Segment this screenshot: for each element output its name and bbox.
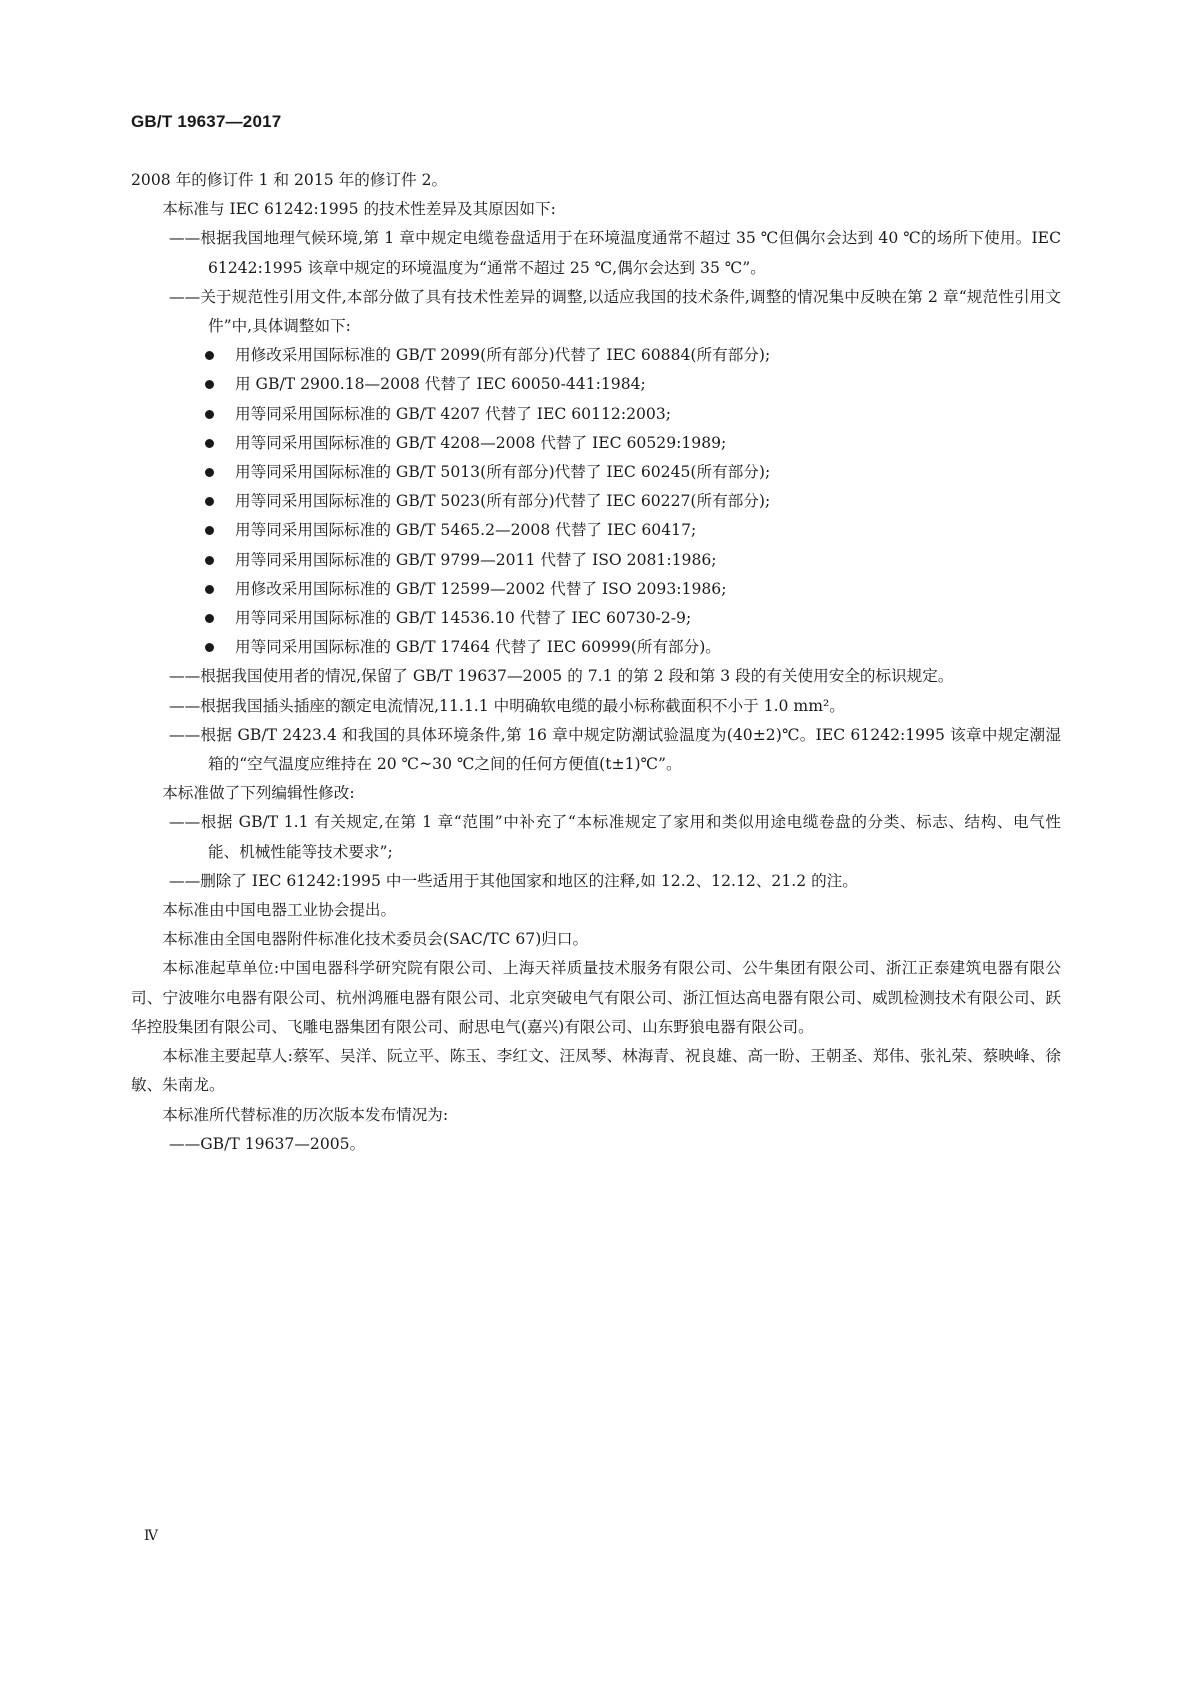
bullet-icon xyxy=(205,468,214,477)
bullet-item xyxy=(131,575,1061,604)
body-text xyxy=(131,166,1061,1159)
dash-list-item: ——删除了 IEC 61242:1995 中一些适用于其他国家和地区的注释,如 12.2、12.12、21.2 的注。 xyxy=(169,871,858,890)
bullet-icon xyxy=(205,556,214,565)
bullet-text: 用等同采用国际标准的 GB/T 14536.10 代替了 IEC 60730-2-9; xyxy=(235,609,692,628)
paragraph: 2008 年的修订件 1 和 2015 年的修订件 2。 xyxy=(131,171,448,189)
bullet-text: 用等同采用国际标准的 GB/T 17464 代替了 IEC 60999(所有部分)。 xyxy=(235,638,721,657)
bullet-item xyxy=(131,458,1061,487)
bullet-item xyxy=(131,633,1061,662)
paragraph: 本标准所代替标准的历次版本发布情况为: xyxy=(162,1105,449,1124)
bullet-text: 用等同采用国际标准的 GB/T 5023(所有部分)代替了 IEC 60227(所有部分); xyxy=(235,492,771,511)
bullet-icon xyxy=(205,643,214,652)
bullet-item xyxy=(131,604,1061,633)
bullet-text: 用等同采用国际标准的 GB/T 4207 代替了 IEC 60112:2003; xyxy=(235,404,672,423)
bullet-icon xyxy=(205,585,214,594)
paragraph: 本标准由全国电器附件标准化技术委员会(SAC/TC 67)归口。 xyxy=(162,930,589,949)
bullet-icon xyxy=(205,351,214,360)
dash-list-item: ——关于规范性引用文件,本部分做了具有技术性差异的调整,以适应我国的技术条件,调整的情况集中反映在第 2 章“规范性引用文件”中,具体调整如下: xyxy=(169,287,1061,336)
bullet-icon xyxy=(205,614,214,623)
bullet-item xyxy=(131,516,1061,545)
dash-list-item: ——根据 GB/T 2423.4 和我国的具体环境条件,第 16 章中规定防潮试验温度为(40±2)℃。IEC 61242:1995 该章中规定潮湿箱的“空气温度应维持在 20 ℃~30 ℃之间的任何方便值(t±1)℃”。 xyxy=(169,725,1061,774)
bullet-text: 用修改采用国际标准的 GB/T 12599—2002 代替了 ISO 2093:1986; xyxy=(235,579,727,598)
bullet-text: 用等同采用国际标准的 GB/T 5465.2—2008 代替了 IEC 60417; xyxy=(235,521,697,540)
bullet-text: 用 GB/T 2900.18—2008 代替了 IEC 60050-441:1984; xyxy=(235,375,646,394)
bullet-text: 用修改采用国际标准的 GB/T 2099(所有部分)代替了 IEC 60884(所有部分); xyxy=(235,346,771,365)
paragraph: 本标准主要起草人:蔡军、吴洋、阮立平、陈玉、李红文、汪凤琴、林海青、祝良雄、高一盼、王朝圣、郑伟、张礼荣、蔡映峰、徐敏、朱南龙。 xyxy=(131,1047,1061,1095)
bullet-icon xyxy=(205,410,214,419)
bullet-icon xyxy=(205,380,214,389)
paragraph: 本标准与 IEC 61242:1995 的技术性差异及其原因如下: xyxy=(162,200,556,219)
dash-list-item: ——GB/T 19637—2005。 xyxy=(169,1134,366,1153)
standard-code-header: GB/T 19637—2017 xyxy=(131,112,282,131)
bullet-item xyxy=(131,546,1061,575)
bullet-item xyxy=(131,341,1061,370)
page-number: Ⅳ xyxy=(144,1528,158,1544)
paragraph: 本标准做了下列编辑性修改: xyxy=(162,784,355,803)
dash-list-item: ——根据我国插头插座的额定电流情况,11.1.1 中明确软电缆的最小标称截面积不小于 1.0 mm²。 xyxy=(169,696,845,715)
bullet-item xyxy=(131,487,1061,516)
bullet-text: 用等同采用国际标准的 GB/T 9799—2011 代替了 ISO 2081:1986; xyxy=(235,550,717,569)
bullet-icon xyxy=(205,439,214,448)
bullet-text: 用等同采用国际标准的 GB/T 4208—2008 代替了 IEC 60529:1989; xyxy=(235,433,727,452)
dash-list-item: ——根据我国地理气候环境,第 1 章中规定电缆卷盘适用于在环境温度通常不超过 35 ℃但偶尔会达到 40 ℃的场所下使用。IEC 61242:1995 该章中规定的环境温度为“通常不超过 25 ℃,偶尔会达到 35 ℃”。 xyxy=(169,229,1061,277)
bullet-icon xyxy=(205,526,214,535)
paragraph: 本标准由中国电器工业协会提出。 xyxy=(162,901,397,920)
paragraph: 本标准起草单位:中国电器科学研究院有限公司、上海天祥质量技术服务有限公司、公牛集团有限公司、浙江正泰建筑电器有限公司、宁波唯尔电器有限公司、杭州鸿雁电器有限公司、北京突破电气有限公司、浙江恒达高电器有限公司、威凯检测技术有限公司、跃华控股集团有限公司、飞雕电器集团有限公司、耐思电气(嘉兴)有限公司、山东野狼电器有限公司。 xyxy=(131,959,1061,1036)
bullet-text: 用等同采用国际标准的 GB/T 5013(所有部分)代替了 IEC 60245(所有部分); xyxy=(235,463,771,482)
bullet-item xyxy=(131,429,1061,458)
bullet-item xyxy=(131,370,1061,399)
bullet-item xyxy=(131,400,1061,429)
bullet-icon xyxy=(205,497,214,506)
dash-list-item: ——根据我国使用者的情况,保留了 GB/T 19637—2005 的 7.1 的第 2 段和第 3 段的有关使用安全的标识规定。 xyxy=(169,667,954,686)
dash-list-item: ——根据 GB/T 1.1 有关规定,在第 1 章“范围”中补充了“本标准规定了家用和类似用途电缆卷盘的分类、标志、结构、电气性能、机械性能等技术要求”; xyxy=(169,813,1061,861)
